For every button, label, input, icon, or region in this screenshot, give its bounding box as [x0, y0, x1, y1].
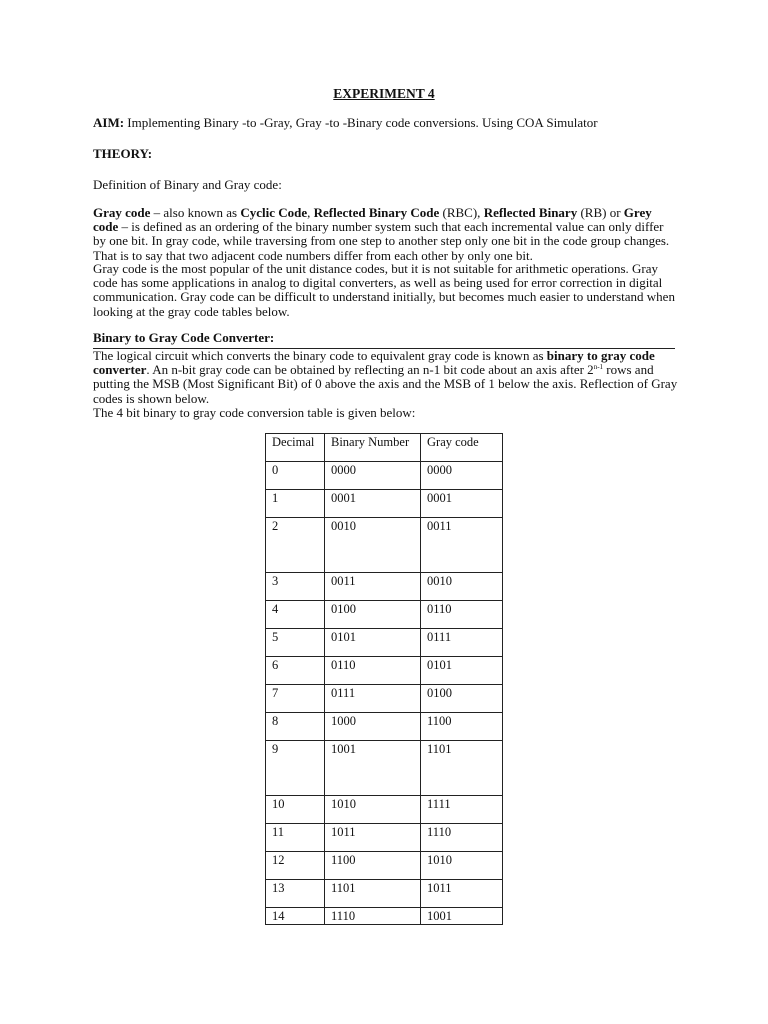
table-cell: 0100: [325, 601, 421, 629]
table-row: [266, 908, 503, 925]
table-cell: 0101: [421, 657, 503, 685]
table-cell: 1111: [421, 796, 503, 824]
table-row: [266, 741, 503, 796]
table-cell: 1001: [325, 741, 421, 796]
table-row: [266, 824, 503, 852]
table-cell: 0111: [325, 685, 421, 713]
table-cell: 0011: [325, 573, 421, 601]
text-run: (RBC),: [439, 205, 484, 220]
term-reflected-binary: Reflected Binary: [483, 205, 578, 220]
text-run: rows and putting the MSB (Most Significant Bit) of 0 above the axis and the MSB of 1 below the axis. Reflection of Gray codes is shown below.: [93, 362, 678, 406]
table-row: [266, 573, 503, 601]
table-cell: 1010: [421, 852, 503, 880]
table-cell: 1110: [325, 908, 421, 925]
table-cell: 1000: [325, 713, 421, 741]
text-run: . An n-bit gray code can be obtained by reflecting an n-1 bit code about an axis after 2: [146, 362, 594, 378]
table-cell: 1101: [421, 741, 503, 796]
text-run: ,: [307, 205, 314, 220]
table-cell: 3: [266, 573, 325, 601]
table-cell: 9: [266, 741, 325, 796]
table-row: [266, 796, 503, 824]
text-run: The logical circuit which converts the binary code to equivalent gray code is known as: [93, 348, 547, 363]
table-header-row: [266, 434, 503, 462]
table-row: [266, 490, 503, 518]
term-cyclic-code: Cyclic Code: [240, 205, 308, 220]
table-cell: 2: [266, 518, 325, 573]
table-cell: 11: [266, 824, 325, 852]
table-row: [266, 629, 503, 657]
gray-code-paragraph-2: Gray code is the most popular of the unit distance codes, but it is not suitable for arithmetic operations. Gray code has some applications in analog to digital converters, as well as being used for error correction in digital communication. Gray code can be difficult to understand initially, but becomes much easier to understand when looking at the gray code tables below.: [93, 261, 675, 319]
term-gray-code: Gray code: [93, 205, 151, 220]
theory-heading: THEORY:: [93, 146, 153, 161]
table-cell: 1100: [421, 713, 503, 741]
table-cell: 8: [266, 713, 325, 741]
term-grey-code: Grey code: [93, 205, 652, 235]
header-cell: Gray code: [421, 434, 503, 462]
table-cell: 0110: [325, 657, 421, 685]
definition-heading: Definition of Binary and Gray code:: [93, 177, 282, 192]
table-cell: 0011: [421, 518, 503, 573]
table-cell: 0001: [421, 490, 503, 518]
table-cell: 0001: [325, 490, 421, 518]
table-cell: 0: [266, 462, 325, 490]
table-cell: 0101: [325, 629, 421, 657]
text-run: (RB) or: [577, 205, 624, 220]
header-cell: Binary Number: [325, 434, 421, 462]
table-row: [266, 462, 503, 490]
header-cell: Decimal: [266, 434, 325, 462]
table-cell: 0110: [421, 601, 503, 629]
table-cell: 0000: [325, 462, 421, 490]
converter-paragraph: [93, 349, 679, 406]
table-cell: 0000: [421, 462, 503, 490]
table-row: [266, 713, 503, 741]
table-row: [266, 852, 503, 880]
table-cell: 1100: [325, 852, 421, 880]
table-cell: 4: [266, 601, 325, 629]
table-cell: 1110: [421, 824, 503, 852]
table-cell: 0010: [325, 518, 421, 573]
aim-text: Implementing Binary -to -Gray, Gray -to -Binary code conversions. Using COA Simulator: [124, 115, 598, 130]
section-heading: Binary to Gray Code Converter:: [93, 330, 675, 349]
table-cell: 1011: [325, 824, 421, 852]
table-cell: 1001: [421, 908, 503, 925]
table-cell: 0010: [421, 573, 503, 601]
table-row: [266, 880, 503, 908]
table-cell: 0100: [421, 685, 503, 713]
aim-label: AIM:: [93, 115, 125, 130]
table-row: [266, 601, 503, 629]
page-title: EXPERIMENT 4: [333, 86, 435, 101]
gray-code-paragraph: [93, 206, 679, 263]
table-cell: 13: [266, 880, 325, 908]
table-row: [266, 518, 503, 573]
table-cell: 1: [266, 490, 325, 518]
superscript: n-1: [593, 363, 604, 372]
term-converter: binary to gray code converter: [93, 348, 655, 378]
table-cell: 14: [266, 908, 325, 925]
term-reflected-binary-code: Reflected Binary Code: [313, 205, 440, 220]
aim-line: [93, 115, 598, 131]
table-cell: 12: [266, 852, 325, 880]
table-cell: 6: [266, 657, 325, 685]
table-cell: 7: [266, 685, 325, 713]
table-row: [266, 657, 503, 685]
table-cell: 10: [266, 796, 325, 824]
text-run: – is defined as an ordering of the binary number system such that each incremental value can only differ by one bit. In gray code, while traversing from one step to another step only one bit in the code group changes. That is to say that two adjacent code numbers differ from each other by only one bit.: [93, 219, 670, 263]
table-cell: 0111: [421, 629, 503, 657]
table-intro: The 4 bit binary to gray code conversion table is given below:: [93, 405, 416, 420]
table-cell: 1010: [325, 796, 421, 824]
text-run: – also known as: [150, 205, 241, 220]
conversion-table: [265, 433, 503, 925]
table-cell: 5: [266, 629, 325, 657]
table-cell: 1101: [325, 880, 421, 908]
table-cell: 1011: [421, 880, 503, 908]
table-row: [266, 685, 503, 713]
